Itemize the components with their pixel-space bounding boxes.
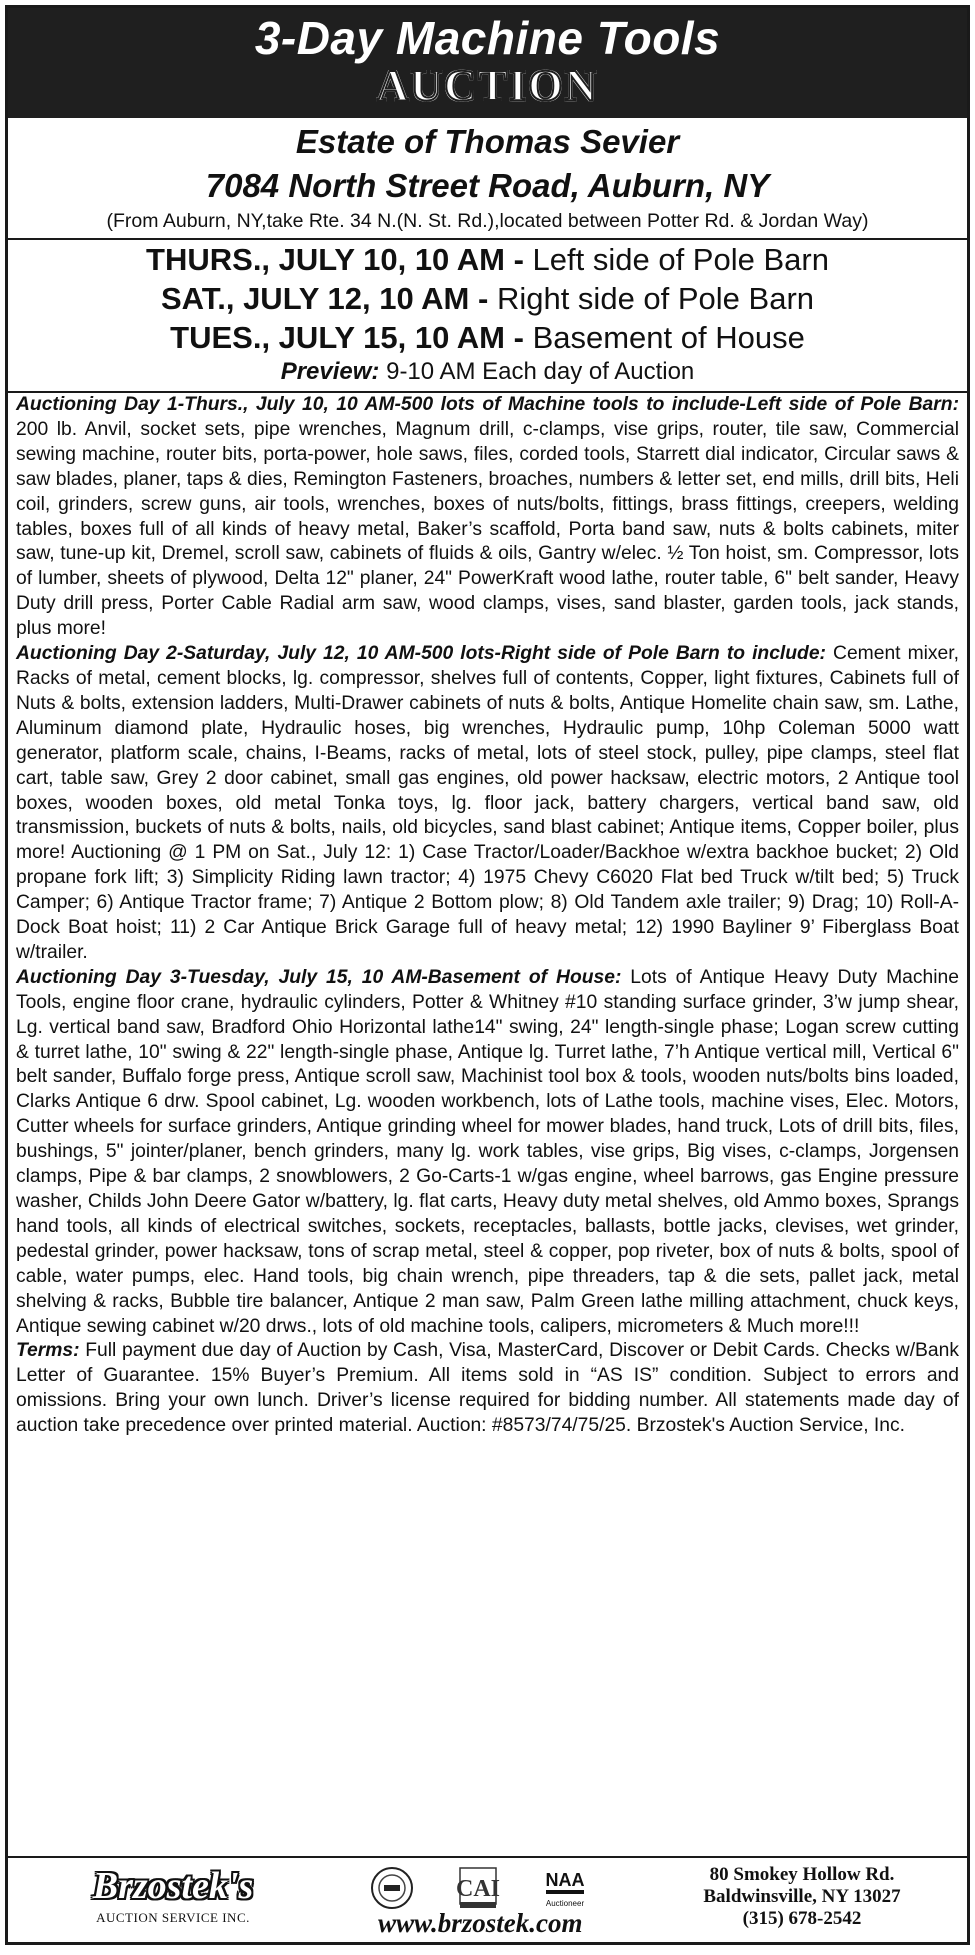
section-lead: Auctioning Day 3-Tuesday, July 15, 10 AM-Basement of House: (16, 966, 622, 988)
schedule-where: Right side of Pole Barn (496, 281, 815, 316)
section-lead: Auctioning Day 2-Saturday, July 12, 10 AM-500 lots-Right side of Pole Barn to include: (16, 643, 826, 665)
website: www.brzostek.com (378, 1908, 583, 1938)
schedule-sep: - (469, 281, 497, 316)
section-text: Cement mixer, Racks of metal, cement blocks, lg. compressor, shelves full of contents, Copper, light fixtures, Cabinets full of Nuts & bolts, extension ladders, Multi-Drawer cabinets of nuts & bolts, Antique Homelite chain saw, sm. Lathe, Aluminum diamond plate, Hydraulic hoses, big wrenches, Hydraulic pump, 10hp Coleman 5000 watt generator, platform scale, chains, I-Beams, racks of metal, lots of steel stock, pulley, pipe clamps, steel flat cart, table saw, Grey 2 door cabinet, small gas engines, old power hacksaw, electric motors, 2 Antique tool boxes, wooden boxes, old metal Tonka toys, lg. floor jack, battery chargers, vertical band saw, old transmission, buckets of nuts & bolts, nails, old bicycles, sand blast cabinet; Antique items, Copper boiler, plus more! Auctioning @ 1 PM on Sat., July 12: 1) Case Tractor/Loader/Backhoe w/extra backhoe bucket; 2) Old propane fork lift; 3) Simplicity Riding lawn tractor; 4) 1975 Chevy C6020 Flat bed Truck w/tilt bed; 5) Truck Camper; 6) Antique Tractor frame; 7) Antique 2 Bottom plow; 8) Old Tandem axle trailer; 9) Drag; 10) Roll-A-Dock Boat hoist; 11) 2 Car Antique Brick Garage full of heavy metal; 12) 1990 Bayliner 9’ Fiberglass Boat w/trailer. (16, 643, 959, 963)
schedule-where: Basement of House (532, 320, 805, 355)
section-text: Lots of Antique Heavy Duty Machine Tools, engine floor crane, hydraulic cylinders, Potter & Whitney #10 standing surface grinder, 3’w jump shear, Lg. vertical band saw, Bradford Ohio Horizontal lathe14" swing, 24" length-single phase; Logan screw cutting & turret lathe, 10" swing & 22" length-single phase, Antique lg. Turret lathe, 7’h Antique vertical mill, Vertical 6" belt sander, Buffalo forge press, Antique scroll saw, Machinist tool box & tools, wooden nuts/bolts bins loaded, Clarks Antique 6 drw. Spool cabinet, Lg. wooden workbench, lots of Lathe tools, machine vises, Elec. Motors, Cutter wheels for surface grinders, Antique grinding wheel for mower blades, hand truck, Lots of drill bits, files, bushings, 5" jointer/planer, bench grinders, many lg. work tables, vise grips, Big vises, c-clamps, Jorgensen clamps, Pipe & bar clamps, 2 snowblowers, 2 Go-Carts-1 w/gas engine, wheel barrows, gas Engine pressure washer, Childs John Deere Gator w/battery, lg. flat carts, Heavy duty metal shelves, old Ammo boxes, Sprangs hand tools, all kinds of electrical switches, sockets, receptacles, ballasts, bottle jacks, clevises, wet grinder, pedestal grinder, power hacksaw, tons of scrap metal, steel & copper, pop riveter, box of nuts & bolts, spool of cable, water pumps, elec. Hand tools, big chain wrench, pipe threaders, tap & die sets, pallet jack, metal shelving & racks, Bubble tire balancer, Antique 2 man saw, Palm Green lathe milling attachment, chuck keys, Antique sewing cabinet w/20 drws., lots of old machine tools, calipers, micrometers & Much more!!! (16, 966, 959, 1337)
naa-badge-subtext: Auctioneer (545, 1899, 585, 1908)
company-logo (63, 1864, 283, 1926)
schedule-when: TUES., JULY 15, 10 AM (170, 320, 505, 355)
cai-badge-text: CAI (456, 1876, 500, 1902)
schedule-sep: - (504, 242, 533, 277)
preview-line (8, 357, 967, 387)
day3-section (16, 966, 959, 1340)
header-banner (8, 8, 967, 118)
schedule-where: Left side of Pole Barn (532, 242, 829, 277)
state-association-seal-icon (370, 1866, 414, 1910)
day1-section (16, 393, 959, 642)
section-lead: Terms: (16, 1340, 80, 1362)
logo-name: Brzostek's (92, 1865, 254, 1907)
naa-badge-icon (542, 1866, 588, 1910)
preview-text: 9-10 AM Each day of Auction (379, 358, 695, 385)
day2-section (16, 642, 959, 966)
terms-section (16, 1339, 959, 1439)
footer (8, 1856, 967, 1942)
section-text: 200 lb. Anvil, socket sets, pipe wrenches, Magnum drill, c-clamps, vise grips, router, tile saw, Commercial sewing machine, router bits, porta-power, hole saws, files, corded tools, Starrett dial indicator, Circular saws & saw blades, planer, taps & dies, Remington Fasteners, broaches, numbers & letter set, end mills, drill bits, Heli coil, grinders, screw guns, air tools, wrenches, boxes of nuts/bolts, fittings, brass fittings, creepers, welding tables, boxes full of all kinds of heavy metal, Baker’s scaffold, Porta band saw, nuts & bolts cabinets, miter saw, tune-up kit, Dremel, scroll saw, cabinets of fluids & oils, Gantry w/elec. ½ Ton hoist, sm. Compressor, lots of lumber, sheets of plywood, Delta 12" planer, 24" PowerKraft wood lathe, router table, 6" belt sander, Heavy Duty drill press, Porter Cable Radial arm saw, wood clamps, vises, sand blaster, garden tools, jack stands, plus more! (16, 418, 959, 640)
schedule-day-2 (8, 279, 967, 318)
schedule-when: SAT., JULY 12, 10 AM (160, 281, 470, 316)
phone-number: (315) 678-2542 (742, 1908, 862, 1929)
section-lead: Auctioning Day 1-Thurs., July 10, 10 AM-500 lots of Machine tools to include-Left side of Pole Barn: (16, 394, 959, 415)
naa-badge-text: NAA (545, 1870, 585, 1890)
cai-badge-icon (456, 1866, 500, 1910)
schedule-when: THURS., JULY 10, 10 AM (146, 242, 505, 277)
schedule-day-1 (8, 240, 967, 279)
ad-subtitle: AUCTION (376, 61, 599, 110)
auction-ad (5, 5, 970, 1945)
section-text: Full payment due day of Auction by Cash, Visa, MasterCard, Discover or Debit Cards. Checks w/Bank Letter of Guarantee. 15% Buyer’s Premium. All items sold in “AS IS” condition. Subject to errors and omissions. Bring your own lunch. Driver’s license required for bidding number. All statements made day of auction take precedence over printed material. Auction: #8573/74/75/25. Brzostek's Auction Service, Inc. (16, 1340, 959, 1437)
auction-body (8, 393, 967, 1439)
address-line-1: 80 Smokey Hollow Rd. (709, 1864, 895, 1885)
association-badges (370, 1866, 630, 1912)
address-line-2: Baldwinsville, NY 13027 (703, 1886, 901, 1907)
preview-label: Preview: (280, 358, 380, 385)
schedule-day-3 (8, 318, 967, 357)
ad-title: 3-Day Machine Tools (254, 12, 721, 64)
logo-subtitle: AUCTION SERVICE INC. (96, 1910, 250, 1925)
directions: (From Auburn, NY,take Rte. 34 N.(N. St. Rd.),located between Potter Rd. & Jordan Way) (106, 210, 869, 232)
estate-address: 7084 North Street Road, Auburn, NY (205, 167, 770, 204)
company-address (677, 1864, 927, 1930)
estate-name: Estate of Thomas Sevier (295, 123, 680, 160)
schedule-sep: - (505, 320, 533, 355)
